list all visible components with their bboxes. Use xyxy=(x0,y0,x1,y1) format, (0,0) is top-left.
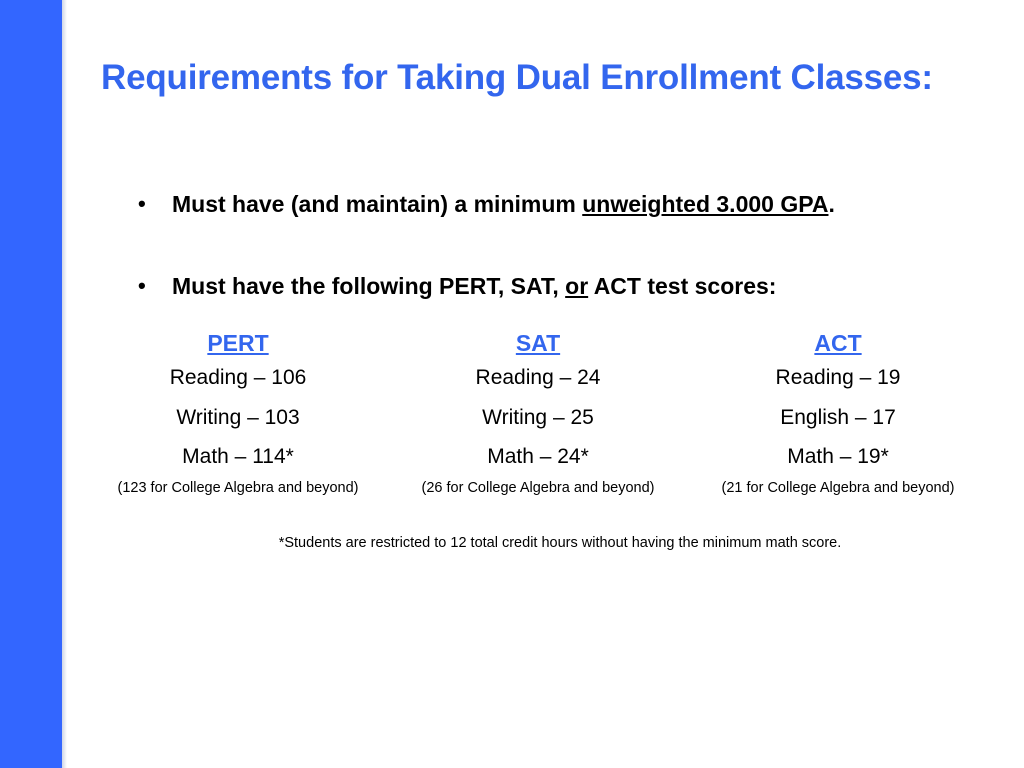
test-column-pert xyxy=(88,328,388,496)
bullet-marker: • xyxy=(138,191,146,216)
score-reading: Reading – 19 xyxy=(775,366,901,389)
score-math: Math – 114* xyxy=(182,445,294,468)
bullet-text-before: Must have the following PERT, SAT, xyxy=(172,273,566,299)
score-note: (123 for College Algebra and beyond) xyxy=(117,479,359,496)
bullet-text xyxy=(172,273,776,300)
test-heading-sat: SAT xyxy=(515,330,561,356)
score-math: Math – 24* xyxy=(487,445,589,468)
test-column-sat xyxy=(388,328,688,496)
score-reading: Reading – 106 xyxy=(169,366,307,389)
bullet-text-before: Must have (and maintain) a minimum xyxy=(172,191,583,217)
score-english: English – 17 xyxy=(780,405,896,429)
score-reading: Reading – 24 xyxy=(475,366,601,389)
bullet-underlined: or xyxy=(565,273,589,299)
footnote: *Students are restricted to 12 total credit hours without having the minimum math score. xyxy=(278,535,842,551)
test-heading-pert: PERT xyxy=(207,330,269,356)
bullet-text xyxy=(172,191,835,218)
score-writing: Writing – 25 xyxy=(482,405,594,429)
side-bar-shadow xyxy=(62,0,67,768)
score-math: Math – 19* xyxy=(787,445,889,468)
score-writing: Writing – 103 xyxy=(176,405,300,429)
test-column-act xyxy=(688,328,988,496)
bullet-marker: • xyxy=(138,273,146,298)
bullet-text-after: . xyxy=(828,191,835,217)
score-note: (21 for College Algebra and beyond) xyxy=(721,479,955,496)
bullet-underlined: unweighted 3.000 GPA xyxy=(582,191,829,217)
side-accent-bar xyxy=(0,0,62,768)
test-heading-act: ACT xyxy=(814,330,862,356)
slide-title: Requirements for Taking Dual Enrollment Classes: xyxy=(101,58,933,97)
bullet-text-after: ACT test scores: xyxy=(588,273,777,299)
score-note: (26 for College Algebra and beyond) xyxy=(421,479,655,496)
